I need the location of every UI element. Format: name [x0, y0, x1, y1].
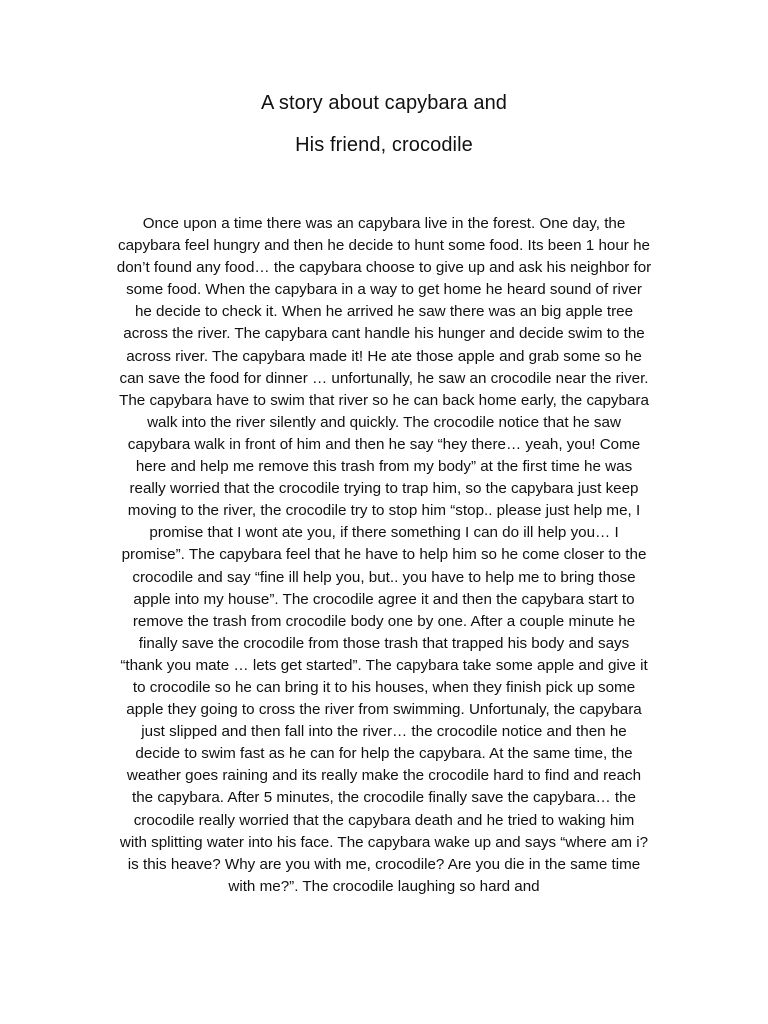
body-line: weather goes raining and its really make the crocodile hard to find and reach: [126, 767, 642, 785]
body-line: decide to swim fast as he can for help the capybara. At the same time, the: [135, 745, 633, 763]
body-line: across the river. The capybara cant handle his hunger and decide swim to the: [123, 325, 645, 343]
body-line: don’t found any food… the capybara choose to give up and ask his neighbor for: [116, 259, 652, 277]
body-line: some food. When the capybara in a way to get home he heard sound of river: [126, 281, 642, 299]
body-line: walk into the river silently and quickly. The crocodile notice that he saw: [147, 413, 621, 431]
body-line: can save the food for dinner … unfortunally, he saw an crocodile near the river.: [119, 369, 649, 387]
story-body: [86, 213, 682, 898]
body-line: crocodile really worried that the capybara death and he tried to waking him: [133, 811, 635, 829]
body-line: crocodile and say “fine ill help you, but.. you have to help me to bring those: [132, 568, 636, 586]
body-line: remove the trash from crocodile body one by one. After a couple minute he: [132, 612, 636, 630]
body-line: promise that I wont ate you, if there something I can do ill help you… I: [149, 524, 619, 542]
body-line: he decide to check it. When he arrived he saw there was an big apple tree: [134, 303, 634, 321]
body-line: The capybara have to swim that river so he can back home early, the capybara: [119, 391, 649, 409]
body-line: with me?”. The crocodile laughing so hard and: [228, 877, 540, 895]
body-line: really worried that the crocodile trying to trap him, so the capybara just keep: [129, 480, 639, 498]
body-line: promise”. The capybara feel that he have to help him so he come closer to the: [121, 546, 647, 564]
body-line: here and help me remove this trash from my body” at the first time he was: [135, 458, 633, 476]
title-line-1: A story about capybara and: [260, 92, 508, 114]
body-line: apple they going to cross the river from swimming. Unfortunaly, the capybara: [126, 701, 642, 719]
body-line: to crocodile so he can bring it to his houses, when they finish pick up some: [132, 678, 636, 696]
body-line: with splitting water into his face. The capybara wake up and says “where am i?: [119, 833, 649, 851]
body-line: just slipped and then fall into the river… the crocodile notice and then he: [141, 723, 627, 741]
body-line: across river. The capybara made it! He ate those apple and grab some so he: [126, 347, 642, 365]
body-line: finally save the crocodile from those trash that trapped his body and says: [138, 634, 630, 652]
title-line-2: His friend, crocodile: [295, 134, 473, 156]
body-line: “thank you mate … lets get started”. The capybara take some apple and give it: [120, 656, 648, 674]
body-line: Once upon a time there was an capybara live in the forest. One day, the: [142, 215, 626, 232]
body-line: apple into my house”. The crocodile agree it and then the capybara start to: [133, 590, 635, 608]
body-line: is this heave? Why are you with me, crocodile? Are you die in the same time: [127, 855, 641, 873]
body-line: capybara walk in front of him and then he say “hey there… yeah, you! Come: [127, 435, 641, 453]
body-line: the capybara. After 5 minutes, the crocodile finally save the capybara… the: [132, 789, 636, 807]
body-line: capybara feel hungry and then he decide to hunt some food. Its been 1 hour he: [118, 237, 650, 255]
body-line: moving to the river, the crocodile try to stop him “stop.. please just help me, I: [127, 502, 641, 520]
